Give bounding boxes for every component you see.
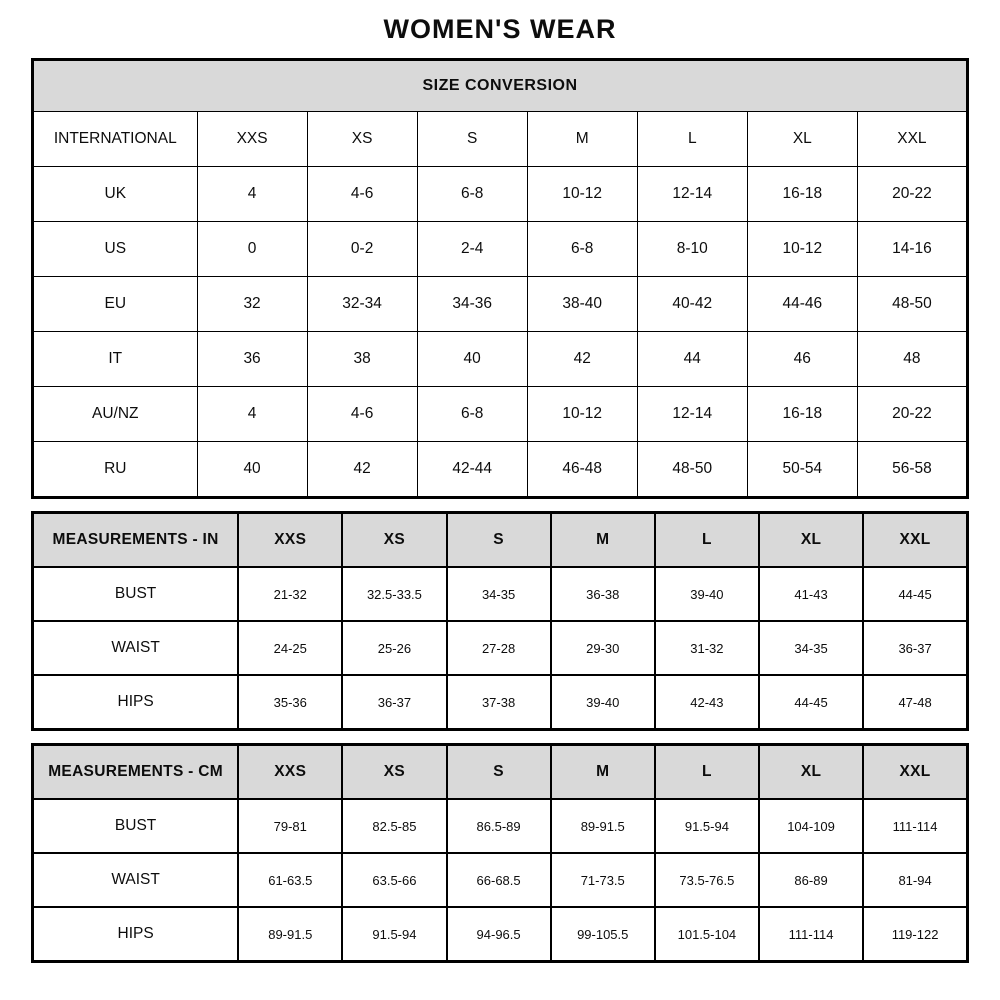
measurement-value-cell: 111-114 bbox=[863, 799, 967, 853]
size-value-cell: 44 bbox=[637, 332, 747, 387]
measurement-value-cell: 41-43 bbox=[759, 567, 863, 621]
size-value-cell: 14-16 bbox=[857, 222, 967, 277]
measurement-value-cell: 47-48 bbox=[863, 675, 967, 730]
size-value-cell: 46-48 bbox=[527, 442, 637, 498]
measurements-cm-table bbox=[31, 743, 969, 963]
size-value-cell: 2-4 bbox=[417, 222, 527, 277]
size-value-cell: 36 bbox=[197, 332, 307, 387]
column-header-size: L bbox=[655, 513, 759, 568]
measurements-in-row bbox=[33, 675, 968, 730]
measurement-value-cell: 104-109 bbox=[759, 799, 863, 853]
measurement-value-cell: 63.5-66 bbox=[342, 853, 446, 907]
measurement-value-cell: 29-30 bbox=[551, 621, 655, 675]
size-conversion-body bbox=[33, 60, 968, 498]
measurement-value-cell: 36-37 bbox=[863, 621, 967, 675]
measurement-value-cell: 86.5-89 bbox=[447, 799, 551, 853]
size-value-cell: 12-14 bbox=[637, 167, 747, 222]
size-value-cell: 56-58 bbox=[857, 442, 967, 498]
size-conversion-row bbox=[33, 387, 968, 442]
size-value-cell: 0 bbox=[197, 222, 307, 277]
size-value-cell: 42 bbox=[527, 332, 637, 387]
column-header-size: S bbox=[447, 745, 551, 800]
size-value-cell: 10-12 bbox=[527, 167, 637, 222]
measurement-value-cell: 71-73.5 bbox=[551, 853, 655, 907]
size-value-cell: 38 bbox=[307, 332, 417, 387]
measurements-in-table bbox=[31, 511, 969, 731]
measurement-value-cell: 36-38 bbox=[551, 567, 655, 621]
column-header-size: M bbox=[551, 745, 655, 800]
size-value-cell: 46 bbox=[747, 332, 857, 387]
row-label-region: US bbox=[33, 222, 198, 277]
size-conversion-row bbox=[33, 167, 968, 222]
measurement-value-cell: 44-45 bbox=[863, 567, 967, 621]
measurement-value-cell: 89-91.5 bbox=[551, 799, 655, 853]
size-value-cell: 0-2 bbox=[307, 222, 417, 277]
size-value-cell: 20-22 bbox=[857, 167, 967, 222]
measurement-value-cell: 94-96.5 bbox=[447, 907, 551, 962]
measurements-cm-header-row bbox=[33, 745, 968, 800]
size-value-cell: 10-12 bbox=[747, 222, 857, 277]
size-value-cell: 50-54 bbox=[747, 442, 857, 498]
row-label-measurement: HIPS bbox=[33, 675, 239, 730]
column-header-size: XL bbox=[759, 513, 863, 568]
measurement-value-cell: 86-89 bbox=[759, 853, 863, 907]
page-title: WOMEN'S WEAR bbox=[383, 14, 617, 44]
size-conversion-columns-row bbox=[33, 112, 968, 167]
size-value-cell: 48-50 bbox=[637, 442, 747, 498]
size-value-cell: 42-44 bbox=[417, 442, 527, 498]
column-header-size: XXS bbox=[238, 745, 342, 800]
measurement-value-cell: 27-28 bbox=[447, 621, 551, 675]
column-header-size: S bbox=[447, 513, 551, 568]
measurements-in-row bbox=[33, 621, 968, 675]
size-value-cell: 10-12 bbox=[527, 387, 637, 442]
column-header-international: INTERNATIONAL bbox=[33, 112, 198, 167]
size-conversion-table bbox=[31, 58, 969, 499]
row-label-measurement: HIPS bbox=[33, 907, 239, 962]
row-label-measurement: BUST bbox=[33, 567, 239, 621]
row-label-region: RU bbox=[33, 442, 198, 498]
size-conversion-row bbox=[33, 332, 968, 387]
measurement-value-cell: 21-32 bbox=[238, 567, 342, 621]
measurement-value-cell: 39-40 bbox=[551, 675, 655, 730]
size-conversion-row bbox=[33, 277, 968, 332]
size-value-cell: 38-40 bbox=[527, 277, 637, 332]
column-header-size: S bbox=[417, 112, 527, 167]
measurement-value-cell: 66-68.5 bbox=[447, 853, 551, 907]
size-value-cell: 4-6 bbox=[307, 387, 417, 442]
measurement-value-cell: 25-26 bbox=[342, 621, 446, 675]
size-value-cell: 32 bbox=[197, 277, 307, 332]
measurements-cm-body bbox=[33, 745, 968, 962]
size-value-cell: 44-46 bbox=[747, 277, 857, 332]
measurement-value-cell: 79-81 bbox=[238, 799, 342, 853]
column-header-size: XXL bbox=[857, 112, 967, 167]
column-header-size: XL bbox=[759, 745, 863, 800]
size-conversion-banner-row bbox=[33, 60, 968, 112]
measurement-value-cell: 37-38 bbox=[447, 675, 551, 730]
column-header-size: XXS bbox=[197, 112, 307, 167]
measurement-value-cell: 73.5-76.5 bbox=[655, 853, 759, 907]
measurement-value-cell: 35-36 bbox=[238, 675, 342, 730]
column-header-size: XXS bbox=[238, 513, 342, 568]
column-header-size: XS bbox=[307, 112, 417, 167]
size-value-cell: 48-50 bbox=[857, 277, 967, 332]
measurement-value-cell: 82.5-85 bbox=[342, 799, 446, 853]
measurement-value-cell: 61-63.5 bbox=[238, 853, 342, 907]
measurement-value-cell: 31-32 bbox=[655, 621, 759, 675]
row-label-measurement: BUST bbox=[33, 799, 239, 853]
measurements-cm-row bbox=[33, 853, 968, 907]
size-value-cell: 42 bbox=[307, 442, 417, 498]
size-value-cell: 6-8 bbox=[417, 387, 527, 442]
row-label-region: AU/NZ bbox=[33, 387, 198, 442]
measurement-value-cell: 99-105.5 bbox=[551, 907, 655, 962]
measurement-value-cell: 44-45 bbox=[759, 675, 863, 730]
size-value-cell: 12-14 bbox=[637, 387, 747, 442]
measurements-cm-title: MEASUREMENTS - CM bbox=[33, 745, 239, 800]
measurement-value-cell: 91.5-94 bbox=[342, 907, 446, 962]
measurement-value-cell: 81-94 bbox=[863, 853, 967, 907]
size-value-cell: 40-42 bbox=[637, 277, 747, 332]
measurement-value-cell: 101.5-104 bbox=[655, 907, 759, 962]
row-label-region: EU bbox=[33, 277, 198, 332]
size-value-cell: 16-18 bbox=[747, 167, 857, 222]
measurement-value-cell: 34-35 bbox=[447, 567, 551, 621]
size-conversion-title: SIZE CONVERSION bbox=[33, 60, 968, 112]
size-conversion-row bbox=[33, 222, 968, 277]
measurements-in-body bbox=[33, 513, 968, 730]
column-header-size: M bbox=[551, 513, 655, 568]
measurement-value-cell: 39-40 bbox=[655, 567, 759, 621]
size-value-cell: 20-22 bbox=[857, 387, 967, 442]
size-value-cell: 8-10 bbox=[637, 222, 747, 277]
measurement-value-cell: 34-35 bbox=[759, 621, 863, 675]
column-header-size: XXL bbox=[863, 745, 967, 800]
size-value-cell: 32-34 bbox=[307, 277, 417, 332]
column-header-size: XXL bbox=[863, 513, 967, 568]
measurement-value-cell: 32.5-33.5 bbox=[342, 567, 446, 621]
size-value-cell: 48 bbox=[857, 332, 967, 387]
measurements-in-row bbox=[33, 567, 968, 621]
measurement-value-cell: 91.5-94 bbox=[655, 799, 759, 853]
measurements-in-header-row bbox=[33, 513, 968, 568]
size-value-cell: 40 bbox=[417, 332, 527, 387]
measurement-value-cell: 89-91.5 bbox=[238, 907, 342, 962]
measurement-value-cell: 36-37 bbox=[342, 675, 446, 730]
column-header-size: XS bbox=[342, 513, 446, 568]
size-value-cell: 40 bbox=[197, 442, 307, 498]
size-value-cell: 6-8 bbox=[527, 222, 637, 277]
measurements-cm-row bbox=[33, 907, 968, 962]
measurements-cm-row bbox=[33, 799, 968, 853]
size-value-cell: 16-18 bbox=[747, 387, 857, 442]
measurement-value-cell: 111-114 bbox=[759, 907, 863, 962]
measurements-in-title: MEASUREMENTS - IN bbox=[33, 513, 239, 568]
column-header-size: L bbox=[655, 745, 759, 800]
measurement-value-cell: 119-122 bbox=[863, 907, 967, 962]
size-conversion-row bbox=[33, 442, 968, 498]
column-header-size: M bbox=[527, 112, 637, 167]
row-label-region: UK bbox=[33, 167, 198, 222]
measurement-value-cell: 24-25 bbox=[238, 621, 342, 675]
column-header-size: L bbox=[637, 112, 747, 167]
size-value-cell: 4-6 bbox=[307, 167, 417, 222]
size-value-cell: 4 bbox=[197, 387, 307, 442]
size-value-cell: 6-8 bbox=[417, 167, 527, 222]
column-header-size: XS bbox=[342, 745, 446, 800]
row-label-measurement: WAIST bbox=[33, 621, 239, 675]
size-value-cell: 4 bbox=[197, 167, 307, 222]
row-label-region: IT bbox=[33, 332, 198, 387]
column-header-size: XL bbox=[747, 112, 857, 167]
row-label-measurement: WAIST bbox=[33, 853, 239, 907]
size-value-cell: 34-36 bbox=[417, 277, 527, 332]
measurement-value-cell: 42-43 bbox=[655, 675, 759, 730]
